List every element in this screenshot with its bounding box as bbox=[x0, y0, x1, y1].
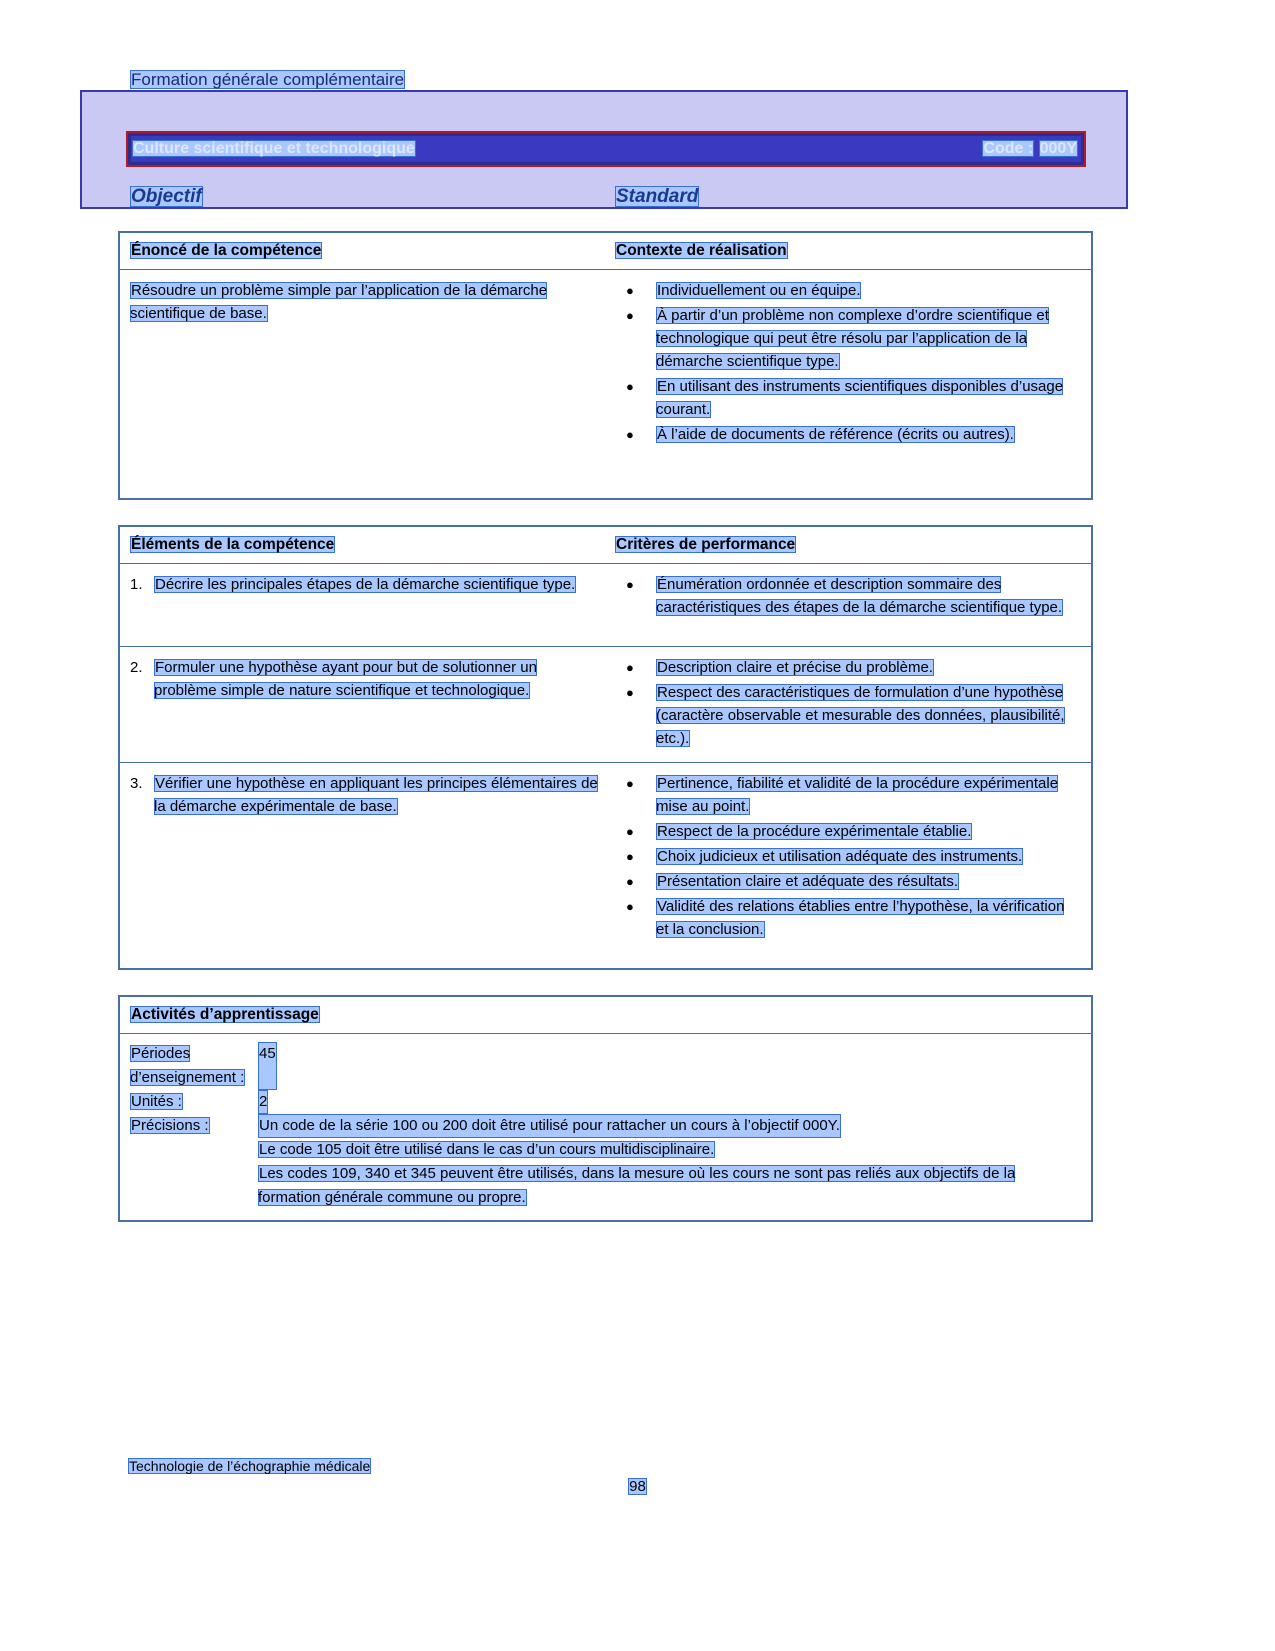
units-line bbox=[130, 1090, 1081, 1114]
elements-header-left bbox=[130, 536, 335, 554]
course-title-text: Culture scientifique et technologique bbox=[133, 140, 415, 157]
element-cell bbox=[120, 564, 610, 646]
precisions-line bbox=[130, 1114, 1081, 1138]
competence-header-left-text: Énoncé de la compétence bbox=[131, 242, 322, 259]
list-item bbox=[618, 870, 1081, 893]
criteria-cell bbox=[610, 763, 1091, 968]
page-number-text: 98 bbox=[629, 1478, 646, 1495]
criteria-text: Énumération ordonnée et description sommaire des caractéristiques des étapes de la démarche scientifique type. bbox=[656, 576, 1063, 616]
bullet-icon: ● bbox=[626, 427, 634, 442]
criteria-list bbox=[618, 573, 1081, 619]
elements-table bbox=[118, 525, 1093, 970]
list-item bbox=[618, 423, 1081, 446]
list-item bbox=[618, 845, 1081, 868]
periods-value: 45 bbox=[258, 1042, 277, 1090]
criteria-cell bbox=[610, 647, 1091, 762]
activities-body bbox=[120, 1034, 1091, 1220]
list-item bbox=[618, 820, 1081, 843]
list-item bbox=[618, 304, 1081, 373]
context-item-text: Individuellement ou en équipe. bbox=[657, 282, 861, 299]
precisions-line bbox=[130, 1162, 1081, 1210]
competence-statement-cell bbox=[120, 270, 610, 498]
competence-statement bbox=[130, 279, 598, 325]
precision-text: Les codes 109, 340 et 345 peuvent être utilisés, dans la mesure où les cours ne sont pas reliés aux objectifs de la formation générale commune ou propre. bbox=[258, 1165, 1016, 1206]
element-cell bbox=[120, 763, 610, 968]
header-title-text: Formation générale complémentaire bbox=[131, 70, 405, 89]
list-item bbox=[618, 573, 1081, 619]
criteria-text: Présentation claire et adéquate des résultats. bbox=[657, 873, 959, 890]
element-numbered-item bbox=[130, 656, 598, 702]
table-row bbox=[120, 564, 1091, 646]
activities-table-header bbox=[120, 997, 1091, 1034]
objectif-heading bbox=[130, 186, 203, 208]
elements-table-header bbox=[120, 527, 1091, 564]
precisions-label: Précisions : bbox=[131, 1117, 209, 1134]
periods-label: Périodes d’enseignement : bbox=[130, 1045, 245, 1086]
context-item-text: À partir d’un problème non complexe d’ordre scientifique et technologique qui peut être résolu par l’application de la démarche scientifique type. bbox=[656, 307, 1049, 370]
table-row bbox=[120, 646, 1091, 762]
bullet-icon: ● bbox=[626, 685, 634, 700]
element-number: 2. bbox=[130, 659, 143, 676]
standard-heading-text: Standard bbox=[616, 186, 699, 207]
activities-header bbox=[130, 1006, 320, 1024]
criteria-text: Pertinence, fiabilité et validité de la procédure expérimentale mise au point. bbox=[656, 775, 1059, 815]
units-value: 2 bbox=[258, 1090, 268, 1114]
bullet-icon: ● bbox=[626, 824, 634, 839]
list-item bbox=[618, 681, 1081, 750]
criteria-text: Respect des caractéristiques de formulation d’une hypothèse (caractère observable et mesurable des données, plausibilité, etc.). bbox=[656, 684, 1065, 747]
context-item-text: En utilisant des instruments scientifiques disponibles d’usage courant. bbox=[656, 378, 1064, 418]
competence-table-header bbox=[120, 233, 1091, 270]
criteria-text: Choix judicieux et utilisation adéquate des instruments. bbox=[657, 848, 1023, 865]
bullet-icon: ● bbox=[626, 776, 634, 791]
course-code-label: Code : bbox=[983, 140, 1034, 157]
precision-text: Un code de la série 100 ou 200 doit être utilisé pour rattacher un cours à l’objectif 000Y. bbox=[258, 1114, 841, 1138]
course-title bbox=[132, 140, 416, 158]
list-item bbox=[618, 772, 1081, 818]
elements-header-left-text: Éléments de la compétence bbox=[131, 536, 335, 553]
bullet-icon: ● bbox=[626, 308, 634, 323]
element-numbered-item bbox=[130, 573, 598, 596]
course-code-band bbox=[126, 131, 1086, 167]
criteria-list bbox=[618, 656, 1081, 750]
footer-program bbox=[128, 1458, 371, 1474]
list-item bbox=[618, 279, 1081, 302]
periods-line bbox=[130, 1042, 1081, 1090]
element-cell bbox=[120, 647, 610, 762]
list-item bbox=[618, 895, 1081, 941]
bullet-icon: ● bbox=[626, 660, 634, 675]
list-item bbox=[618, 375, 1081, 421]
competence-row bbox=[120, 270, 1091, 498]
competence-header-right-text: Contexte de réalisation bbox=[616, 242, 787, 259]
bullet-icon: ● bbox=[626, 874, 634, 889]
page-header-title bbox=[130, 70, 405, 90]
footer-page-number bbox=[0, 1478, 1275, 1495]
element-text: Formuler une hypothèse ayant pour but de solutionner un problème simple de nature scientifique et technologique. bbox=[154, 659, 537, 699]
competence-table bbox=[118, 231, 1093, 500]
footer-program-text: Technologie de l’échographie médicale bbox=[129, 1458, 371, 1474]
table-row bbox=[120, 762, 1091, 968]
bullet-icon: ● bbox=[626, 283, 634, 298]
list-item bbox=[618, 656, 1081, 679]
element-number: 1. bbox=[130, 576, 143, 593]
course-code-value: 000Y bbox=[1039, 140, 1077, 157]
competence-header-left bbox=[130, 242, 322, 260]
course-code bbox=[982, 140, 1078, 158]
activities-header-text: Activités d’apprentissage bbox=[131, 1006, 319, 1023]
units-label: Unités : bbox=[131, 1093, 182, 1110]
criteria-list bbox=[618, 772, 1081, 941]
activities-table bbox=[118, 995, 1093, 1222]
bullet-icon: ● bbox=[626, 577, 634, 592]
competence-statement-text: Résoudre un problème simple par l’application de la démarche scientifique de base. bbox=[130, 282, 548, 322]
element-numbered-item bbox=[130, 772, 598, 818]
context-item-text: À l’aide de documents de référence (écrits ou autres). bbox=[657, 426, 1014, 443]
criteria-cell bbox=[610, 564, 1091, 646]
competence-header-right bbox=[615, 242, 788, 260]
element-text: Vérifier une hypothèse en appliquant les principes élémentaires de la démarche expérimentale de base. bbox=[154, 775, 598, 815]
elements-header-right-text: Critères de performance bbox=[616, 536, 796, 553]
precisions-line bbox=[130, 1138, 1081, 1162]
criteria-text: Validité des relations établies entre l’hypothèse, la vérification et la conclusion. bbox=[656, 898, 1065, 938]
bullet-icon: ● bbox=[626, 379, 634, 394]
bullet-icon: ● bbox=[626, 899, 634, 914]
criteria-text: Description claire et précise du problème. bbox=[657, 659, 933, 676]
standard-heading bbox=[615, 186, 699, 208]
elements-header-right bbox=[615, 536, 796, 554]
element-text: Décrire les principales étapes de la démarche scientifique type. bbox=[155, 576, 576, 593]
context-list bbox=[618, 279, 1081, 446]
bullet-icon: ● bbox=[626, 849, 634, 864]
objectif-heading-text: Objectif bbox=[131, 186, 202, 207]
criteria-text: Respect de la procédure expérimentale établie. bbox=[657, 823, 972, 840]
element-number: 3. bbox=[130, 775, 143, 792]
precision-text: Le code 105 doit être utilisé dans le cas d’un cours multidisciplinaire. bbox=[259, 1141, 715, 1158]
competence-context-cell bbox=[610, 270, 1091, 498]
